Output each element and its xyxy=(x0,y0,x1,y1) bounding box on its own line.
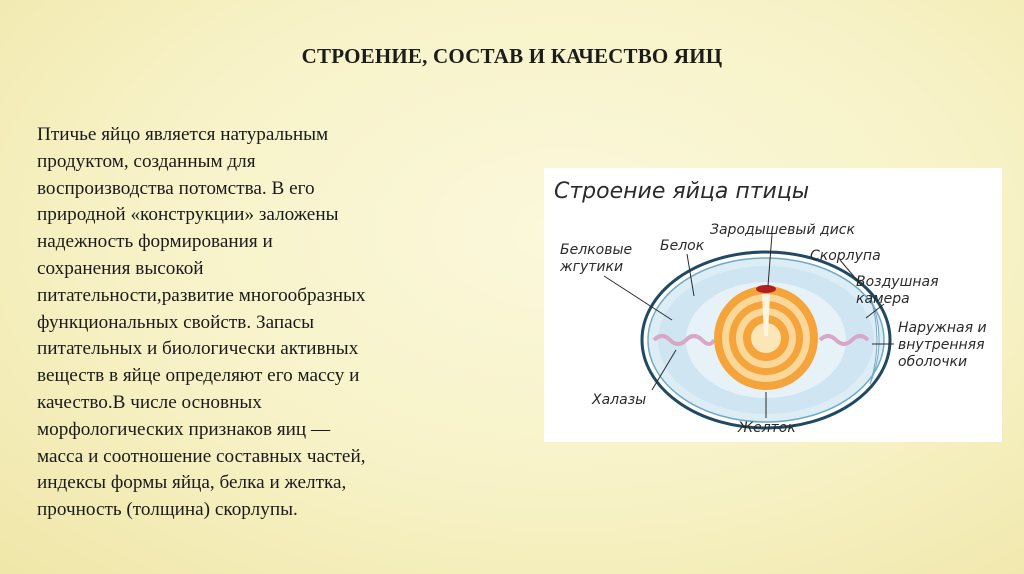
label-air-cell-2: камера xyxy=(856,291,910,307)
paragraph-line: веществ в яйце определяют его массу и xyxy=(37,365,360,387)
label-chalazae: Халазы xyxy=(592,392,647,408)
egg-structure-figure xyxy=(544,168,1002,442)
label-protein-flagella-1: Белковые xyxy=(560,242,633,258)
germinal-disc xyxy=(756,285,776,293)
label-yolk: Желток xyxy=(738,420,796,436)
paragraph-line: надежность формирования и xyxy=(37,231,273,253)
label-albumen: Белок xyxy=(660,238,705,254)
paragraph-line: сохранения высокой xyxy=(37,257,204,279)
label-protein-flagella-2: жгутики xyxy=(560,259,624,275)
paragraph-line: функциональных свойств. Запасы xyxy=(37,311,315,333)
paragraph-line: качество.В числе основных xyxy=(37,391,262,413)
label-germinal-disc: Зародышевый диск xyxy=(710,222,855,238)
paragraph-line: индексы формы яйца, белка и желтка, xyxy=(37,472,347,494)
paragraph-line: Птичье яйцо является натуральным xyxy=(37,124,329,145)
body-paragraph xyxy=(37,122,507,524)
label-air-cell-1: Воздушная xyxy=(856,274,939,290)
paragraph-line: морфологических признаков яиц — xyxy=(37,418,331,440)
paragraph-line: продуктом, созданным для xyxy=(37,150,256,172)
label-membranes-3: оболочки xyxy=(898,354,968,370)
paragraph-line: прочность (толщина) скорлупы. xyxy=(37,499,298,521)
diagram-title: Строение яйца птицы xyxy=(554,179,810,204)
slide-title: СТРОЕНИЕ, СОСТАВ И КАЧЕСТВО ЯИЦ xyxy=(301,44,723,68)
paragraph-line: питательности,развитие многообразных xyxy=(37,284,366,306)
label-membranes-2: внутренняя xyxy=(898,337,985,353)
paragraph-line: масса и соотношение составных частей, xyxy=(37,445,366,467)
label-shell: Скорлупа xyxy=(810,248,881,264)
paragraph-line: питательных и биологически активных xyxy=(37,338,359,360)
paragraph-line: воспроизводства потомства. В его xyxy=(37,177,315,199)
label-membranes-1: Наружная и xyxy=(898,320,987,336)
egg-diagram-svg xyxy=(544,168,1002,442)
paragraph-line: природной «конструкции» заложены xyxy=(37,204,339,226)
